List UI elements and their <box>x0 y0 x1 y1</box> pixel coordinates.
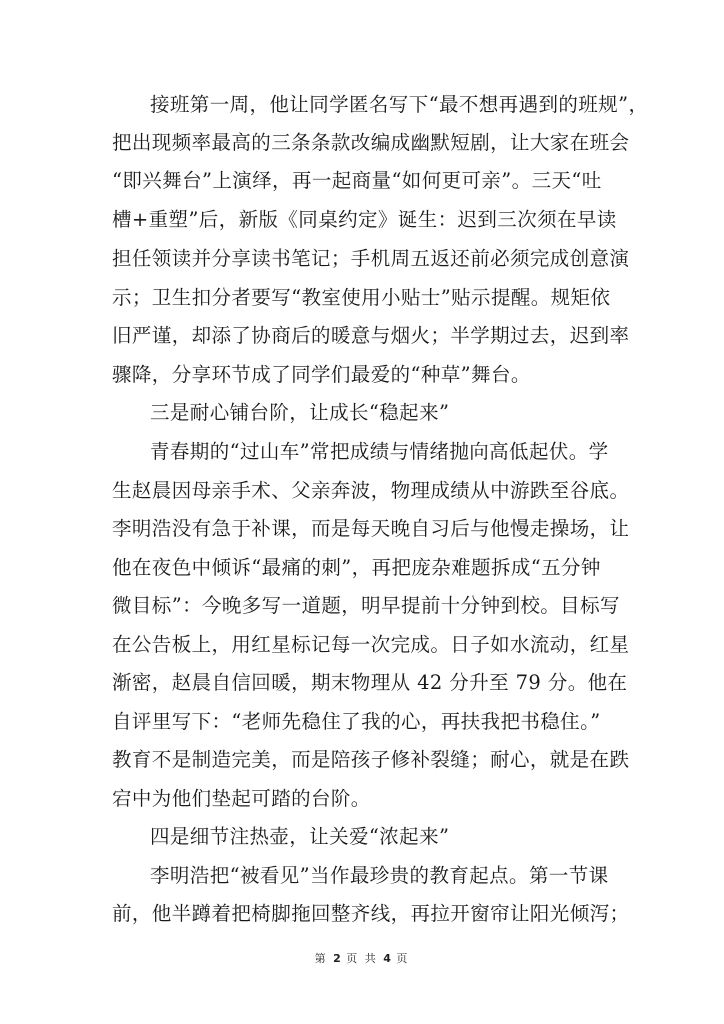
footer-suffix: 页 <box>396 952 410 965</box>
section-heading: 四是细节注热壶，让关爱“浓起来” <box>150 825 450 848</box>
paragraph-line: 把出现频率最高的三条条款改编成幽默短剧，让大家在班会 <box>112 131 630 154</box>
paragraph-line: 旧严谨，却添了协商后的暖意与烟火；半学期过去，迟到率 <box>112 324 630 347</box>
paragraph-line: 自评里写下：“老师先稳住了我的心，再扶我把书稳住。” <box>112 710 601 733</box>
current-page-number: 2 <box>333 952 341 965</box>
paragraph-line: 教育不是制造完美，而是陪孩子修补裂缝；耐心，就是在跌 <box>112 748 630 771</box>
paragraph-line: 渐密，赵晨自信回暖，期末物理从 42 分升至 79 分。他在 <box>112 671 628 694</box>
paragraph-line: 宕中为他们垫起可踏的台阶。 <box>112 787 371 810</box>
paragraph-line: 李明浩没有急于补课，而是每天晚自习后与他慢走操场，让 <box>112 517 630 540</box>
footer-middle: 页 共 <box>346 952 378 965</box>
footer-prefix: 第 <box>314 952 328 965</box>
paragraph-line: 李明浩把“被看见”当作最珍贵的教育起点。第一节课 <box>150 864 609 887</box>
paragraph-line: 微目标”：今晚多写一道题，明早提前十分钟到校。目标写 <box>112 594 620 617</box>
paragraph-line: 生赵晨因母亲手术、父亲奔波，物理成绩从中游跌至谷底。 <box>112 479 630 502</box>
page-footer <box>0 950 724 966</box>
paragraph-line: “即兴舞台”上演绎，再一起商量“如何更可亲”。三天“吐 <box>112 169 602 192</box>
paragraph-line: 他在夜色中倾诉“最痛的刺”，再把庞杂难题拆成“五分钟 <box>112 556 601 579</box>
paragraph-line: 接班第一周，他让同学匿名写下“最不想再遇到的班规”， <box>150 93 649 116</box>
paragraph-line: 骤降，分享环节成了同学们最爱的“种草”舞台。 <box>112 363 531 386</box>
total-page-number: 4 <box>383 952 391 965</box>
paragraph-line: 示；卫生扣分者要写“教室使用小贴士”贴示提醒。规矩依 <box>112 286 611 309</box>
paragraph-line: 在公告板上，用红星标记每一次完成。日子如水流动，红星 <box>112 633 630 656</box>
paragraph-line: 青春期的“过山车”常把成绩与情绪抛向高低起伏。学 <box>150 440 609 463</box>
paragraph-line: 槽+重塑”后，新版《同桌约定》诞生：迟到三次须在早读 <box>112 208 617 231</box>
section-heading: 三是耐心铺台阶，让成长“稳起来” <box>150 401 450 424</box>
paragraph-line: 担任领读并分享读书笔记；手机周五返还前必须完成创意演 <box>112 247 630 270</box>
paragraph-line: 前，他半蹲着把椅脚拖回整齐线，再拉开窗帘让阳光倾泻； <box>112 902 630 925</box>
